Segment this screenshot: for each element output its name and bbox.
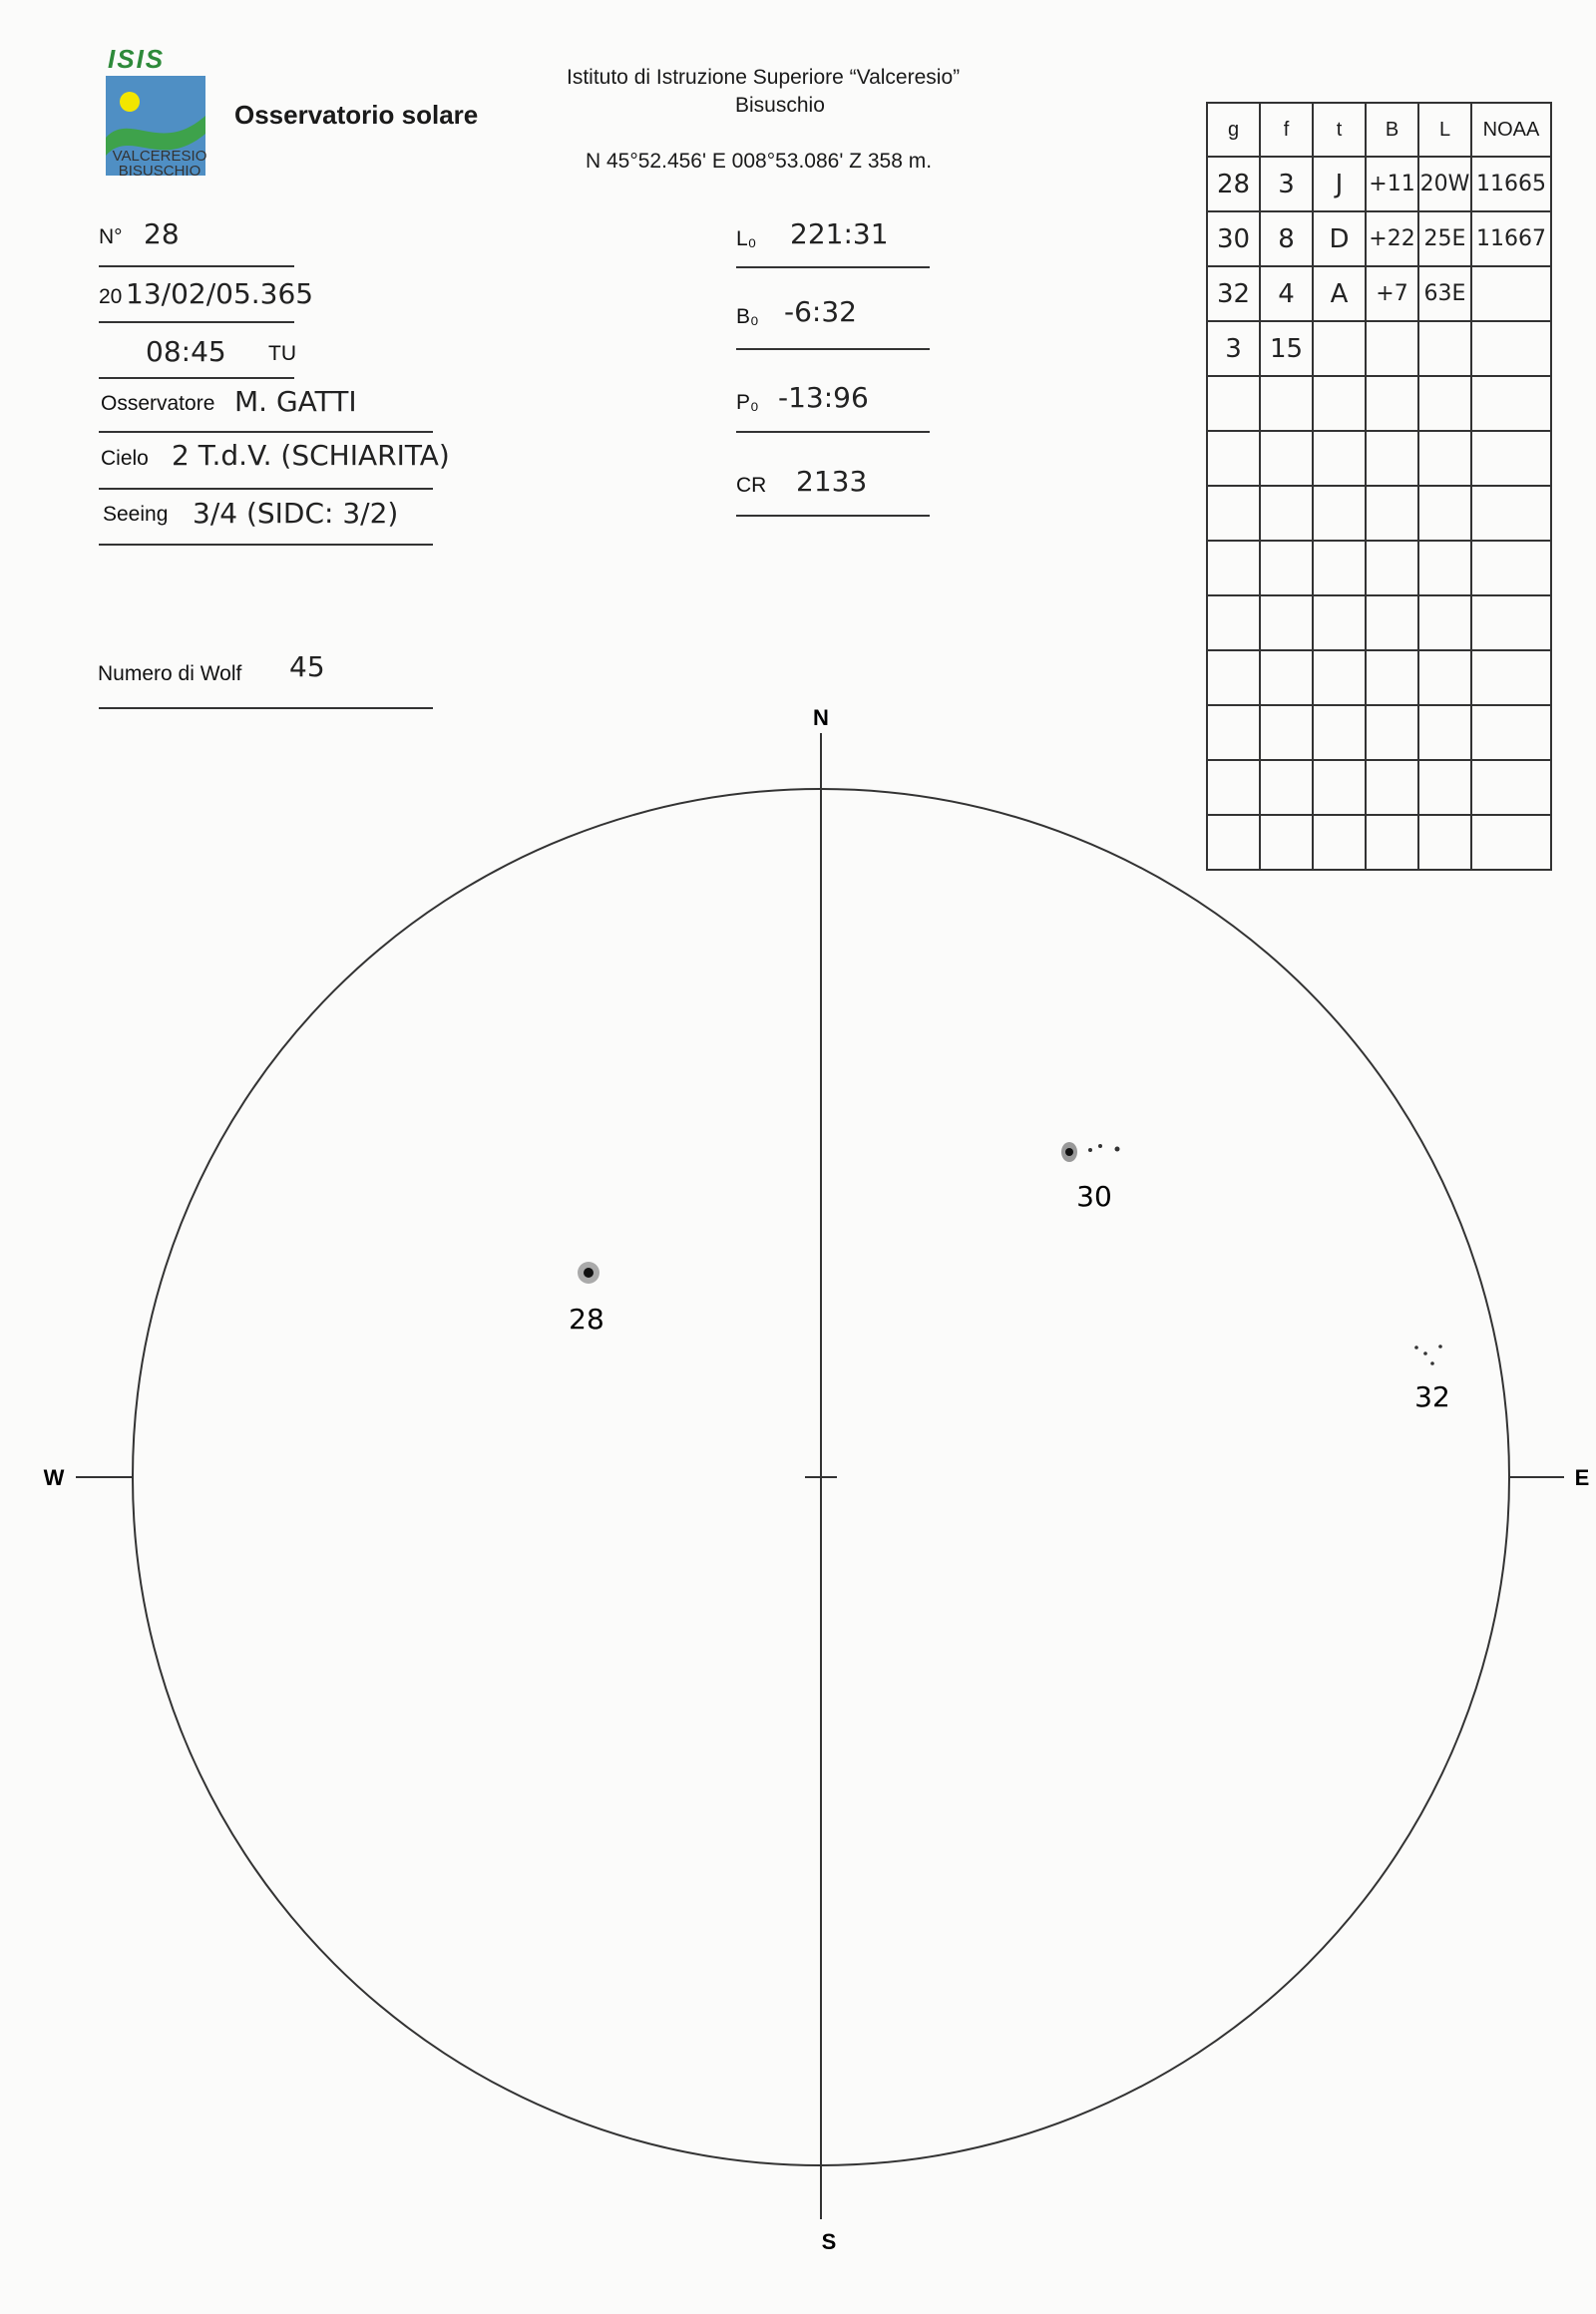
L0-value: 221:31 [790, 217, 889, 250]
table-cell: 4 [1260, 266, 1313, 321]
table-cell [1207, 376, 1260, 431]
P0-label: P₀ [736, 391, 759, 414]
table-cell [1418, 376, 1471, 431]
table-cell: D [1313, 211, 1366, 266]
wolf-number-value: 45 [289, 650, 325, 683]
table-cell [1313, 431, 1366, 486]
number-value: 28 [144, 217, 180, 250]
group-28-label: 28 [569, 1303, 604, 1336]
table-cell [1260, 595, 1313, 650]
table-row [1207, 595, 1551, 650]
north-label: N [813, 705, 829, 730]
time-value: 08:45 [146, 335, 226, 368]
P0-underline [736, 431, 930, 433]
P0-value: -13:96 [778, 381, 869, 414]
table-row [1207, 431, 1551, 486]
sunspot-32-pore [1414, 1346, 1418, 1350]
table-row [1207, 266, 1551, 321]
table-cell [1471, 486, 1551, 541]
table-header-cell: NOAA [1471, 103, 1551, 157]
table-row [1207, 211, 1551, 266]
table-cell: 15 [1260, 321, 1313, 376]
institute-name: Istituto di Istruzione Superiore “Valceresio” [567, 66, 961, 89]
table-cell [1207, 595, 1260, 650]
table-cell [1418, 431, 1471, 486]
B0-underline [736, 348, 930, 350]
wolf-number-label: Numero di Wolf [98, 662, 242, 685]
west-label: W [43, 1465, 65, 1490]
L0-underline [736, 266, 930, 268]
table-cell [1207, 486, 1260, 541]
site-coordinates: N 45°52.456' E 008°53.086' Z 358 m. [586, 150, 933, 173]
seeing-underline [99, 544, 433, 546]
table-cell [1471, 431, 1551, 486]
table-cell [1471, 321, 1551, 376]
table-cell [1366, 486, 1418, 541]
table-cell [1366, 376, 1418, 431]
table-cell [1471, 541, 1551, 595]
table-cell [1418, 486, 1471, 541]
table-header-cell: g [1207, 103, 1260, 157]
table-header-row [1207, 103, 1551, 157]
table-header-cell: B [1366, 103, 1418, 157]
logo-name-line2: BISUSCHIO [118, 163, 201, 180]
table-cell: +22 [1366, 211, 1418, 266]
table-cell [1313, 321, 1366, 376]
table-cell [1366, 431, 1418, 486]
sunspot-30-pore [1115, 1147, 1120, 1152]
table-cell [1418, 321, 1471, 376]
table-cell: J [1313, 157, 1366, 211]
table-header-cell: t [1313, 103, 1366, 157]
table-cell [1418, 595, 1471, 650]
table-cell [1260, 431, 1313, 486]
sunspot-30-pore [1088, 1148, 1092, 1152]
observer-underline [99, 431, 433, 433]
seeing-label: Seeing [103, 503, 169, 526]
institute-town: Bisuschio [735, 94, 825, 117]
observer-value: M. GATTI [234, 385, 357, 418]
table-cell [1366, 541, 1418, 595]
sunspot-32-pore [1423, 1351, 1427, 1355]
table-cell: 8 [1260, 211, 1313, 266]
sunspot-30-umbra [1065, 1148, 1073, 1156]
table-header-cell: f [1260, 103, 1313, 157]
table-cell: 32 [1207, 266, 1260, 321]
date-value: 13/02/05.365 [126, 277, 314, 310]
table-cell [1471, 595, 1551, 650]
table-cell: 30 [1207, 211, 1260, 266]
sunspot-30-pore [1098, 1144, 1102, 1148]
table-cell: 3 [1207, 321, 1260, 376]
time-underline [99, 377, 294, 379]
table-cell: 11665 [1471, 157, 1551, 211]
sunspot-32-pore [1438, 1345, 1442, 1349]
table-row [1207, 541, 1551, 595]
sunspot-32-pore [1430, 1361, 1434, 1365]
CR-label: CR [736, 474, 767, 497]
logo-wordmark: ISIS [108, 44, 166, 74]
table-cell [1471, 376, 1551, 431]
solar-disk-drawing [0, 688, 1596, 2314]
B0-value: -6:32 [784, 295, 857, 328]
table-row [1207, 157, 1551, 211]
table-cell: 3 [1260, 157, 1313, 211]
B0-label: B₀ [736, 305, 759, 328]
group-32-label: 32 [1414, 1380, 1450, 1413]
seeing-value: 3/4 (SIDC: 3/2) [193, 497, 399, 530]
table-cell [1260, 486, 1313, 541]
observer-label: Osservatore [101, 392, 215, 415]
L0-label: L₀ [736, 227, 757, 250]
date-underline [99, 321, 294, 323]
table-cell: 28 [1207, 157, 1260, 211]
observatory-title: Osservatorio solare [234, 100, 479, 130]
table-cell [1260, 541, 1313, 595]
table-cell: 63E [1418, 266, 1471, 321]
time-unit: TU [268, 342, 296, 365]
table-cell: 20W [1418, 157, 1471, 211]
table-row [1207, 376, 1551, 431]
logo-name-line1: VALCERESIO [112, 148, 207, 165]
table-cell [1207, 431, 1260, 486]
table-cell [1366, 321, 1418, 376]
date-prefix: 20 [99, 285, 123, 308]
table-cell: +11 [1366, 157, 1418, 211]
table-cell [1313, 541, 1366, 595]
east-label: E [1574, 1465, 1590, 1490]
table-cell: A [1313, 266, 1366, 321]
table-cell [1207, 541, 1260, 595]
table-cell [1313, 486, 1366, 541]
table-cell: 11667 [1471, 211, 1551, 266]
CR-underline [736, 515, 930, 517]
table-cell: 25E [1418, 211, 1471, 266]
table-cell [1418, 541, 1471, 595]
group-30-label: 30 [1076, 1180, 1112, 1213]
table-cell [1366, 595, 1418, 650]
sky-underline [99, 488, 433, 490]
table-cell [1313, 376, 1366, 431]
number-underline [99, 265, 294, 267]
table-cell [1260, 376, 1313, 431]
table-cell [1471, 266, 1551, 321]
sky-label: Cielo [101, 447, 149, 470]
table-cell: +7 [1366, 266, 1418, 321]
table-row [1207, 486, 1551, 541]
CR-value: 2133 [796, 465, 868, 498]
school-logo [100, 44, 219, 184]
table-row [1207, 321, 1551, 376]
sky-value: 2 T.d.V. (SCHIARITA) [172, 439, 450, 472]
south-label: S [821, 2229, 837, 2254]
table-header-cell: L [1418, 103, 1471, 157]
sunspot-28-umbra [584, 1268, 594, 1278]
table-cell [1313, 595, 1366, 650]
number-label: N° [99, 225, 123, 248]
